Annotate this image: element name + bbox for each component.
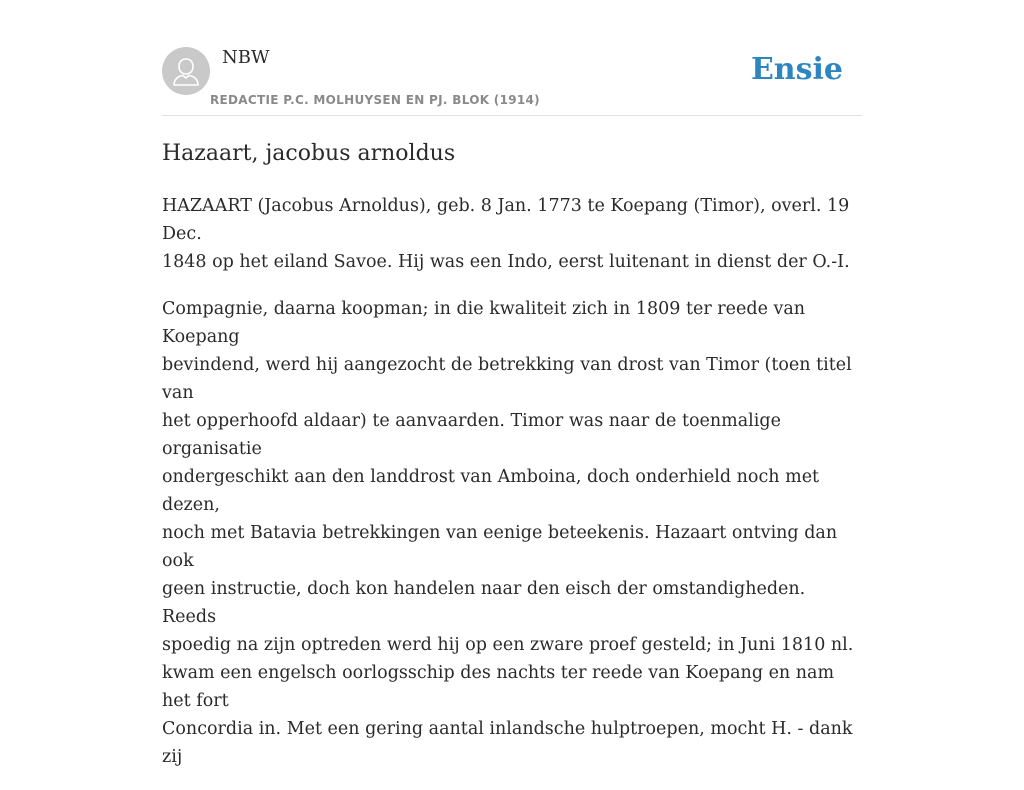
article-body [162, 192, 862, 790]
brand-logo[interactable]: Ensie [750, 52, 843, 87]
user-icon [162, 47, 210, 95]
paragraph: Compagnie, daarna koopman; in die kwaliteit zich in 1809 ter reede van Koepang bevindend, werd hij aangezocht de betrekking van drost van Timor (toen titel van het opperhoofd aldaar) te aanvaarden. Timor was naar de toenmalige organisatie ondergeschikt aan den landdrost van Amboina, doch onderhield noch met dezen, noch met Batavia betrekkingen van eenige beteekenis. Hazaart ontving dan ook geen instructie, doch kon handelen naar den eisch der omstandigheden. Reeds spoedig na zijn optreden werd hij op een zware proef gesteld; in Juni 1810 nl. kwam een engelsch oorlogsschip des nachts ter reede van Koepang en nam het fort Concordia in. Met een gering aantal inlandsche hulptroepen, mocht H. - dank zij [162, 299, 854, 767]
paragraph: HAZAART (Jacobus Arnoldus), geb. 8 Jan. 1773 te Koepang (Timor), overl. 19 Dec. 1848 op het eiland Savoe. Hij was een Indo, eerst luitenant in dienst der O.-I. [162, 196, 850, 272]
source-subtitle: REDACTIE P.C. MOLHUYSEN EN PJ. BLOK (1914) [210, 93, 540, 107]
article-title: Hazaart, jacobus arnoldus [162, 141, 456, 166]
author-name[interactable]: NBW [222, 47, 270, 68]
avatar[interactable] [162, 47, 210, 95]
header [162, 46, 862, 116]
